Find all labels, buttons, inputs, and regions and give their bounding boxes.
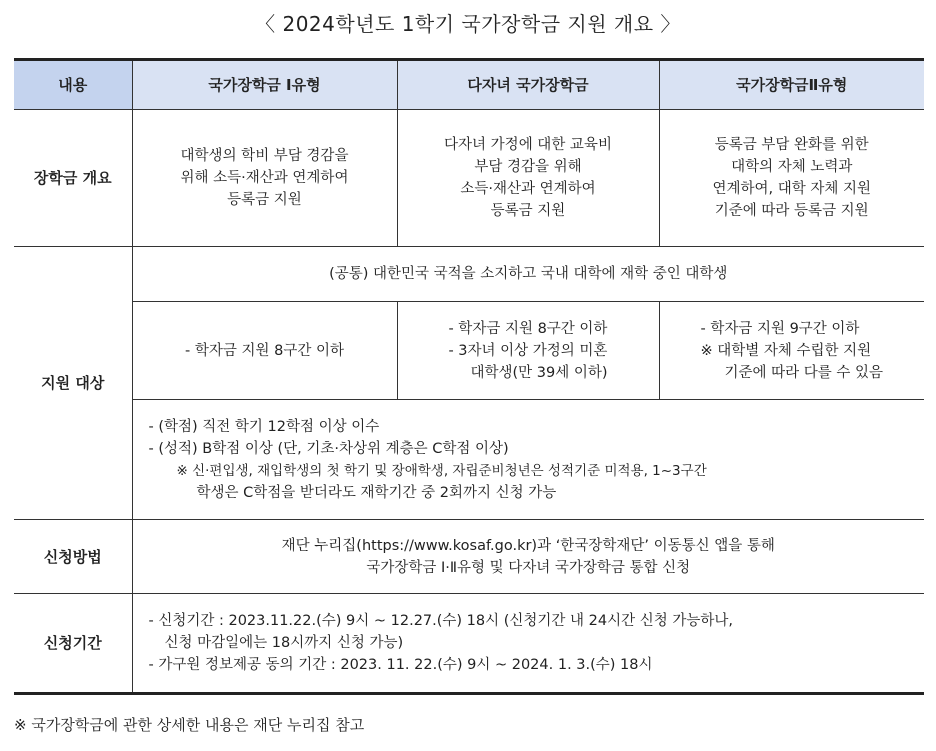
- period-text: [132, 594, 924, 694]
- text-line: 소득·재산과 연계하여: [460, 181, 596, 197]
- eligibility-grade-row: [14, 400, 924, 520]
- text-line: 학생은 C학점을 받더라도 재학기간 중 2회까지 신청 가능: [196, 484, 557, 501]
- overview-label: 장학금 개요: [14, 110, 132, 247]
- period-row: [14, 594, 924, 694]
- text-line: 대학생(만 39세 이하): [470, 364, 608, 381]
- text-line: 대학생의 학비 부담 경감을: [180, 148, 349, 164]
- method-text: [132, 520, 924, 594]
- text-line: 등록금 부담 완화를 위한: [714, 137, 869, 153]
- text-line: - 학자금 지원 8구간 이하: [448, 320, 608, 337]
- header-row: [14, 60, 924, 110]
- text-line: 대학의 자체 노력과: [731, 159, 853, 175]
- text-line: 국가장학금 Ⅰ·Ⅱ유형 및 다자녀 국가장학금 통합 신청: [366, 559, 691, 576]
- footnote: ※ 국가장학금에 관한 상세한 내용은 재단 누리집 참고: [14, 716, 365, 734]
- text-line: ※ 대학별 자체 수립한 지원: [700, 342, 872, 359]
- eligibility-multi-child: [397, 302, 659, 400]
- overview-type2: [659, 110, 924, 247]
- eligibility-label: 지원 대상: [14, 247, 132, 520]
- method-row: [14, 520, 924, 594]
- header-type1: 국가장학금 Ⅰ유형: [132, 60, 397, 110]
- text-line: - 3자녀 이상 가정의 미혼: [448, 342, 608, 359]
- overview-multi-child: [397, 110, 659, 247]
- text-line: 연계하여, 대학 자체 지원: [712, 181, 871, 197]
- text-line: 등록금 지원: [490, 203, 566, 219]
- eligibility-income-row: [14, 302, 924, 400]
- eligibility-common-row: [14, 247, 924, 302]
- eligibility-common: (공통) 대한민국 국적을 소지하고 국내 대학에 재학 중인 대학생: [132, 247, 924, 302]
- text-line: - 신청기간 : 2023.11.22.(수) 9시 ~ 12.27.(수) 18시 (신청기간 내 24시간 신청 가능하나,: [148, 613, 733, 629]
- text-line: - 가구원 정보제공 동의 기간 : 2023. 11. 22.(수) 9시 ~ 2024. 1. 3.(수) 18시: [148, 657, 653, 673]
- method-label: 신청방법: [14, 520, 132, 594]
- text-line: 재단 누리집(https://www.kosaf.go.kr)과 ‘한국장학재단’ 이동통신 앱을 통해: [281, 537, 775, 554]
- document-title: 〈 2024학년도 1학기 국가장학금 지원 개요 〉: [255, 12, 681, 36]
- header-multi-child: 다자녀 국가장학금: [397, 60, 659, 110]
- text-line: ※ 신·편입생, 재입학생의 첫 학기 및 장애학생, 자립준비청년은 성적기준 미적용, 1~3구간: [176, 462, 707, 479]
- overview-row: [14, 110, 924, 247]
- header-content: 내용: [14, 60, 132, 110]
- text-line: 기준에 따라 다를 수 있음: [724, 364, 883, 381]
- header-type2: 국가장학금Ⅱ유형: [659, 60, 924, 110]
- text-line: 위해 소득·재산과 연계하여: [180, 170, 349, 186]
- text-line: - (성적) B학점 이상 (단, 기초·차상위 계층은 C학점 이상): [148, 440, 509, 457]
- text-line: - (학점) 직전 학기 12학점 이상 이수: [148, 418, 380, 435]
- text-line: 다자녀 가정에 대한 교육비: [444, 137, 612, 153]
- text-line: 부담 경감을 위해: [474, 159, 582, 175]
- overview-type1: [132, 110, 397, 247]
- eligibility-type1: - 학자금 지원 8구간 이하: [132, 302, 397, 400]
- text-line: - 학자금 지원 9구간 이하: [700, 320, 860, 337]
- text-line: 기준에 따라 등록금 지원: [714, 203, 869, 219]
- eligibility-type2: [659, 302, 924, 400]
- scholarship-overview-table: [14, 58, 924, 695]
- text-line: 등록금 지원: [227, 192, 302, 208]
- eligibility-grades: [132, 400, 924, 520]
- text-line: 신청 마감일에는 18시까지 신청 가능): [164, 635, 404, 651]
- period-label: 신청기간: [14, 594, 132, 694]
